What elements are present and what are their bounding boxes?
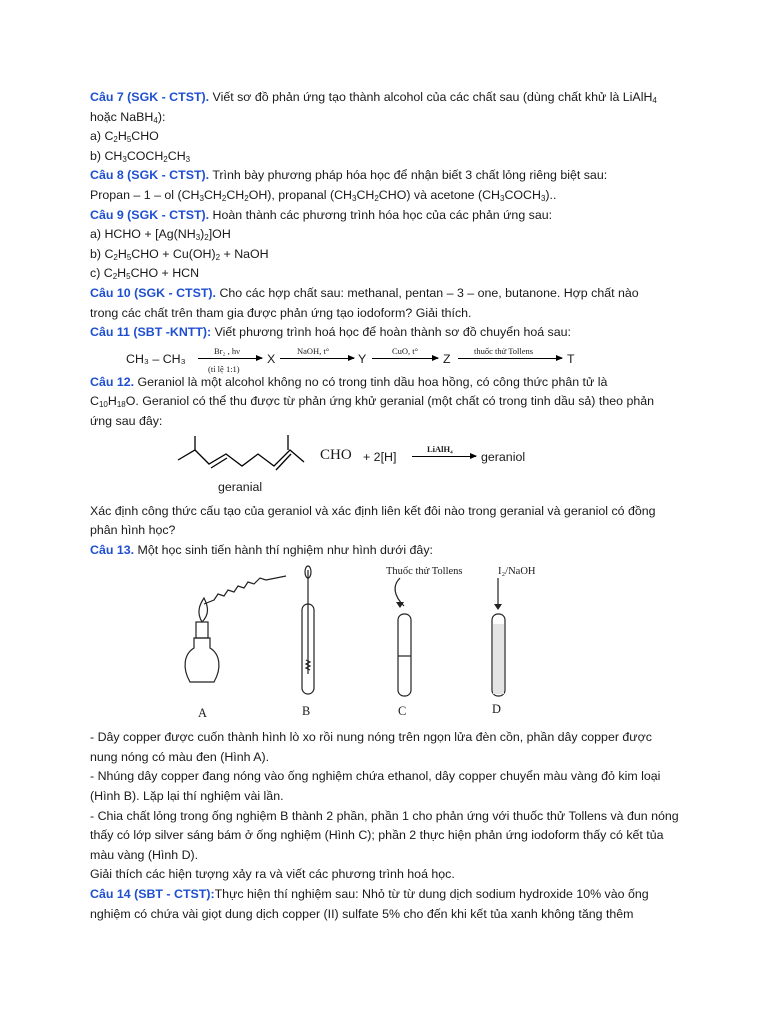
q7-b bbox=[90, 147, 682, 167]
formula-part: CHO bbox=[131, 129, 159, 144]
scheme-cond4-top: thuốc thử Tollens bbox=[474, 345, 534, 356]
formula-part: ).. bbox=[545, 187, 557, 202]
formula-part: CHO + HCN bbox=[130, 266, 200, 281]
coil-b bbox=[306, 660, 310, 670]
experiment-figure bbox=[90, 564, 682, 724]
apparatus-drawing bbox=[90, 564, 682, 724]
subscript: 3 bbox=[351, 193, 357, 203]
alcohol-lamp bbox=[185, 638, 219, 682]
q12-line3: ứng sau đây: bbox=[90, 413, 163, 428]
q9-b bbox=[90, 245, 682, 265]
formula-part: H bbox=[117, 246, 127, 261]
formula-part: H bbox=[107, 394, 117, 409]
q7-line2-end: ): bbox=[157, 109, 166, 124]
subscript: 10 bbox=[98, 400, 108, 410]
subscript: 18 bbox=[116, 400, 126, 410]
q13-text: Một học sinh tiến hành thí nghiệm như hình dưới đây: bbox=[137, 542, 433, 557]
q13-line1 bbox=[90, 541, 682, 561]
q9-heading: Câu 9 (SGK - CTST). bbox=[90, 207, 210, 222]
label-b: B bbox=[302, 704, 311, 719]
formula-part: CH bbox=[356, 187, 375, 202]
flame bbox=[199, 598, 208, 622]
q10-text: Cho các hợp chất sau: methanal, pentan – 3 – one, butanone. Hợp chất nào bbox=[219, 285, 639, 300]
subscript: 3 bbox=[122, 154, 127, 164]
product-geraniol: geraniol bbox=[481, 449, 526, 464]
formula-part: C bbox=[90, 394, 99, 409]
subscript: 2 bbox=[215, 252, 221, 262]
subscript: 5 bbox=[126, 135, 132, 145]
scheme-start: CH₃ – CH₃ bbox=[126, 351, 186, 366]
subscript: 2 bbox=[244, 193, 249, 203]
reagent-lialh4: LiAlH₄ bbox=[427, 443, 453, 454]
geranial-reaction bbox=[90, 432, 682, 502]
subscript: 2 bbox=[374, 193, 379, 203]
q13-p3: - Chia chất lỏng trong ống nghiệm B thành 2 phần, phần 1 cho phản ứng với thuốc thử Tollens và đun nóng thấy có lớp silver sáng bám ở ống nghiệm (Hình C); phần 2 thực hiện phản ứng iodoform thấy có kết tủa màu vàng (Hình D). bbox=[90, 808, 679, 862]
cho-group: CHO bbox=[320, 446, 352, 463]
formula-part: CH bbox=[226, 187, 245, 202]
formula-part: H bbox=[117, 129, 127, 144]
formula-part: b) C bbox=[90, 246, 114, 261]
subscript: 2 bbox=[163, 154, 168, 164]
subscript: 5 bbox=[126, 272, 131, 282]
lamp-wick-holder bbox=[196, 622, 208, 638]
formula-part: + NaOH bbox=[220, 246, 269, 261]
subscript: 2 bbox=[112, 272, 118, 282]
scheme-cond2-top: NaOH, t° bbox=[297, 345, 330, 356]
scheme-cond1-bottom: (tỉ lệ 1:1) bbox=[208, 363, 240, 374]
formula-part: c) C bbox=[90, 266, 113, 281]
q9-c bbox=[90, 264, 682, 284]
q7-a bbox=[90, 127, 682, 147]
double-bond-1 bbox=[211, 458, 227, 468]
q13-p1: - Dây copper được cuốn thành hình lò xo rồi nung nóng trên ngọn lửa đèn cồn, phần dây copper được nung nóng có màu đen (Hình A). bbox=[90, 730, 652, 764]
subscript: 5 bbox=[126, 252, 132, 262]
q7-line1 bbox=[90, 88, 682, 108]
geranial-skeleton bbox=[178, 450, 304, 466]
q7-text: Viết sơ đồ phản ứng tạo thành alcohol của các chất sau (dùng chất khử là LiAlH bbox=[212, 90, 653, 104]
q7-line2 bbox=[90, 108, 682, 128]
subscript: 3 bbox=[500, 193, 505, 203]
q12-heading: Câu 12. bbox=[90, 374, 135, 389]
label-c: C bbox=[398, 704, 407, 719]
label-i2-naoh: I₂/NaOH bbox=[498, 566, 536, 578]
subscript: 3 bbox=[199, 193, 204, 203]
q14-paragraph bbox=[90, 885, 682, 924]
scheme-t: T bbox=[567, 351, 575, 366]
subscript: 3 bbox=[185, 154, 191, 164]
q14-text: Thực hiện thí nghiệm sau: Nhỏ từ từ dung dịch sodium hydroxide 10% vào ống nghiệm có chứa vài giọt dung dịch copper (II) sulfate 5% cho đến khi kết tủa xanh không tăng thêm bbox=[90, 887, 649, 921]
formula-part: CHO) và acetone (CH bbox=[378, 187, 500, 202]
subscript: 3 bbox=[540, 193, 546, 203]
q9-text: Hoàn thành các phương trình hóa học của các phản ứng sau: bbox=[212, 207, 553, 222]
q14-heading: Câu 14 (SBT - CTST): bbox=[90, 887, 215, 902]
label-d: D bbox=[492, 702, 501, 717]
q9-line1 bbox=[90, 206, 682, 226]
subscript: 2 bbox=[221, 193, 227, 203]
q11-reaction-scheme bbox=[90, 345, 682, 374]
scheme-cond1-top: Br₂ , hν bbox=[214, 345, 240, 356]
formula-part: CH bbox=[167, 148, 186, 163]
q10-line2: trong các chất trên tham gia được phản ứng tạo iodoform? Giải thích. bbox=[90, 305, 472, 320]
copper-wire bbox=[266, 576, 286, 580]
subscript: 2 bbox=[204, 233, 209, 243]
q12-text: Geraniol là một alcohol không no có trong tinh dầu hoa hồng, có công thức phân tử là bbox=[137, 374, 608, 389]
label-a: A bbox=[198, 706, 207, 721]
subscript: 2 bbox=[113, 135, 118, 145]
label-tollens: Thuốc thử Tollens bbox=[386, 566, 463, 578]
formula-part: COCH bbox=[504, 187, 541, 202]
plus-hydrogen: + 2[H] bbox=[363, 449, 397, 464]
scheme-z: Z bbox=[443, 351, 451, 366]
arrow-c bbox=[395, 578, 404, 606]
q12-paragraph bbox=[90, 373, 682, 393]
document-page bbox=[90, 88, 682, 924]
q13-p4: Giải thích các hiện tượng xảy ra và viết các phương trình hoá học. bbox=[90, 867, 455, 882]
scheme-arrow-4 bbox=[458, 358, 562, 359]
q12-question: Xác định công thức cấu tạo của geraniol và xác định liên kết đôi nào trong geranial và geraniol có đồng phân hình học? bbox=[90, 503, 656, 538]
formula-part: ) bbox=[200, 227, 205, 242]
q8-line1 bbox=[90, 166, 682, 186]
precipitate-d bbox=[493, 624, 504, 694]
q9-a bbox=[90, 225, 682, 245]
formula-part: a) C bbox=[90, 129, 114, 144]
formula-part: CH bbox=[203, 187, 222, 202]
arrowheads bbox=[396, 602, 502, 610]
q13-p2: - Nhúng dây copper đang nóng vào ống nghiệm chứa ethanol, dây copper chuyển màu vàng đỏ kim loại (Hình B). Lặp lại thí nghiệm vài lần. bbox=[90, 769, 661, 804]
formula-part: Propan – 1 – ol (CH bbox=[90, 187, 200, 202]
scheme-cond3-top: CuO, t° bbox=[392, 345, 419, 356]
q8-heading: Câu 8 (SGK - CTST). bbox=[90, 168, 210, 183]
scheme-arrow-2 bbox=[280, 358, 354, 359]
scheme-x: X bbox=[267, 351, 276, 366]
q7-line2-text: hoặc NaBH bbox=[90, 109, 154, 124]
scheme-y: Y bbox=[358, 351, 367, 366]
formula-part: CHO + Cu(OH) bbox=[131, 246, 216, 261]
subscript: 3 bbox=[195, 233, 201, 243]
copper-coil bbox=[204, 578, 266, 604]
q13-heading: Câu 13. bbox=[90, 542, 135, 557]
formula-part: a) HCHO + [Ag(NH bbox=[90, 227, 196, 242]
subscript: 4 bbox=[652, 96, 657, 105]
q12-line2 bbox=[90, 392, 682, 412]
formula-part: b) CH bbox=[90, 148, 123, 163]
q8-line2 bbox=[90, 186, 682, 206]
formula-part: H bbox=[117, 266, 127, 281]
scheme-arrow-1 bbox=[198, 358, 262, 359]
q11-text: Viết phương trình hoá học để hoàn thành sơ đồ chuyển hoá sau: bbox=[214, 325, 571, 340]
q10-heading: Câu 10 (SGK - CTST). bbox=[90, 285, 216, 300]
formula-part: COCH bbox=[126, 148, 164, 163]
subscript: 2 bbox=[113, 252, 118, 262]
q7-heading: Câu 7 (SGK - CTST). bbox=[90, 90, 210, 104]
q8-text: Trình bày phương pháp hóa học để nhận biết 3 chất lỏng riêng biệt sau: bbox=[212, 168, 608, 183]
scheme-arrow-3 bbox=[372, 358, 438, 359]
test-tube-c bbox=[398, 614, 411, 696]
q11-line1 bbox=[90, 323, 682, 343]
q10-line1 bbox=[90, 284, 682, 304]
formula-part: O. Geraniol có thể thu được từ phản ứng khử geranial (một chất có trong tinh dầu sả) theo phản bbox=[125, 394, 655, 409]
formula-part: OH), propanal (CH bbox=[248, 187, 352, 202]
geranial-caption: geranial bbox=[218, 479, 263, 494]
q11-heading: Câu 11 (SBT -KNTT): bbox=[90, 325, 212, 340]
reaction-arrow bbox=[412, 456, 476, 457]
subscript: 4 bbox=[153, 115, 158, 125]
formula-part: ]OH bbox=[208, 227, 231, 242]
